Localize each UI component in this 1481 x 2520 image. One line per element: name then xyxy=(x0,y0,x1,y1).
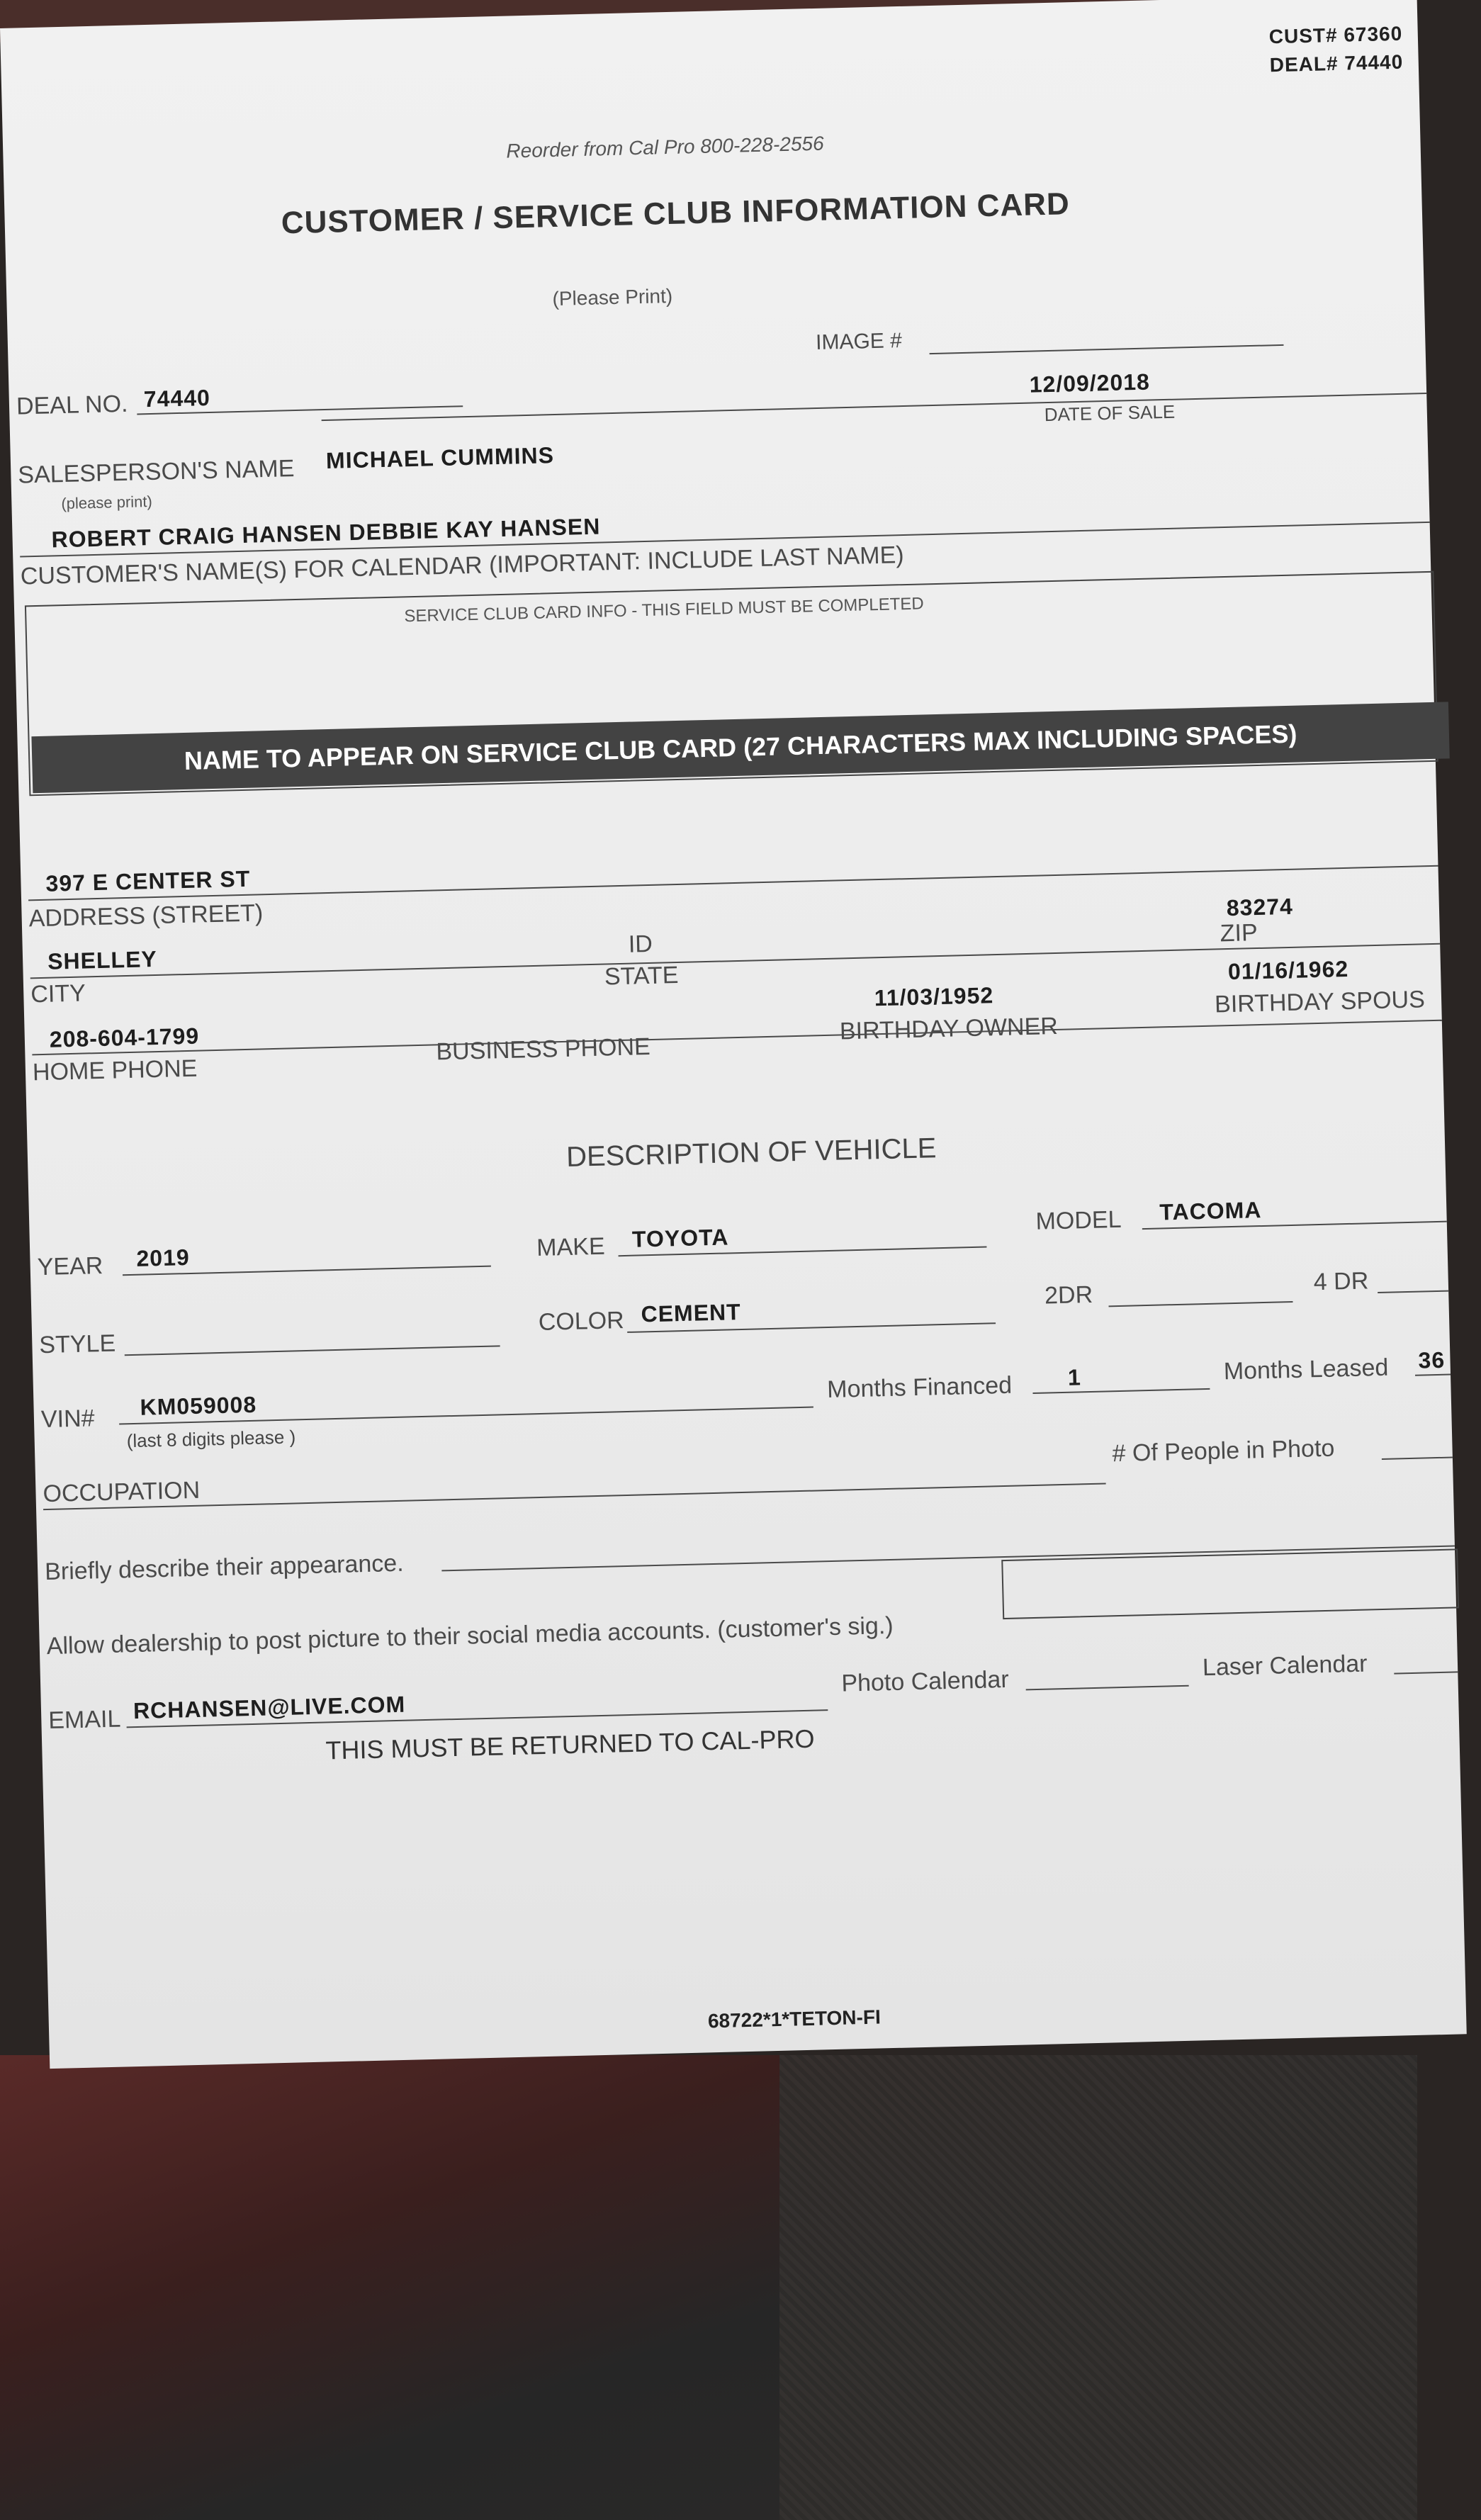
home-phone-label: HOME PHONE xyxy=(32,1054,198,1086)
image-number-line xyxy=(930,344,1284,354)
return-note: THIS MUST BE RETURNED TO CAL-PRO xyxy=(325,1723,815,1765)
people-in-photo-line xyxy=(1382,1457,1453,1460)
email-value: RCHANSEN@LIVE.COM xyxy=(133,1691,406,1724)
birthday-owner-label: BIRTHDAY OWNER xyxy=(839,1012,1059,1045)
style-label: STYLE xyxy=(38,1329,116,1359)
birthday-spouse-value: 01/16/1962 xyxy=(1227,955,1349,985)
make-label: MAKE xyxy=(536,1232,606,1262)
months-leased-value: 36 xyxy=(1418,1346,1446,1373)
style-line xyxy=(125,1345,500,1356)
home-phone-value: 208-604-1799 xyxy=(49,1023,200,1052)
two-door-line xyxy=(1109,1301,1293,1307)
birthday-owner-value: 11/03/1952 xyxy=(874,982,994,1011)
date-of-sale-value: 12/09/2018 xyxy=(1029,369,1151,398)
vin-note: (last 8 digits please ) xyxy=(126,1426,296,1452)
laser-calendar-label: Laser Calendar xyxy=(1202,1650,1368,1682)
carpet-background xyxy=(779,2055,1417,2520)
year-value: 2019 xyxy=(136,1244,191,1271)
address-label: ADDRESS (STREET) xyxy=(28,899,264,933)
salesperson-label: SALESPERSON'S NAME xyxy=(17,455,295,489)
color-label: COLOR xyxy=(538,1307,625,1336)
months-leased-line xyxy=(1415,1374,1451,1376)
email-label: EMAIL xyxy=(47,1705,121,1735)
city-label: CITY xyxy=(30,979,86,1008)
address-value: 397 E CENTER ST xyxy=(45,865,251,896)
customer-signature-box[interactable] xyxy=(1001,1548,1459,1619)
please-print-note: (Please Print) xyxy=(552,284,673,310)
salesperson-date-line xyxy=(322,393,1427,421)
months-financed-label: Months Financed xyxy=(826,1371,1013,1404)
social-media-label: Allow dealership to post picture to their social media accounts. (customer's sig.) xyxy=(46,1611,894,1660)
year-label: YEAR xyxy=(37,1251,103,1281)
state-label: STATE xyxy=(604,962,679,991)
date-of-sale-label: DATE OF SALE xyxy=(1044,400,1176,426)
customer-names-label: CUSTOMER'S NAME(S) FOR CALENDAR (IMPORTANT: INCLUDE LAST NAME) xyxy=(20,541,905,590)
months-financed-value: 1 xyxy=(1067,1364,1082,1390)
phone-birthday-line xyxy=(32,1020,1441,1056)
zip-label: ZIP xyxy=(1220,919,1258,947)
photo-calendar-label: Photo Calendar xyxy=(840,1665,1010,1697)
make-value: TOYOTA xyxy=(631,1224,729,1252)
vin-value: KM059008 xyxy=(140,1391,257,1420)
deal-no-value: 74440 xyxy=(143,384,211,412)
people-in-photo-label: # Of People in Photo xyxy=(1112,1434,1335,1468)
model-value: TACOMA xyxy=(1159,1197,1262,1225)
salesperson-value: MICHAEL CUMMINS xyxy=(325,442,555,473)
image-number-label: IMAGE # xyxy=(815,329,903,355)
service-club-banner: NAME TO APPEAR ON SERVICE CLUB CARD (27 CHARACTERS MAX INCLUDING SPACES) xyxy=(31,702,1449,793)
occupation-label: OCCUPATION xyxy=(43,1476,201,1508)
months-leased-label: Months Leased xyxy=(1223,1354,1389,1385)
deal-no-label: DEAL NO. xyxy=(16,390,128,420)
business-phone-label: BUSINESS PHONE xyxy=(436,1033,651,1066)
model-label: MODEL xyxy=(1035,1205,1122,1235)
vin-label: VIN# xyxy=(40,1405,96,1434)
four-door-line xyxy=(1378,1290,1448,1293)
reorder-note: Reorder from Cal Pro 800-228-2556 xyxy=(506,132,824,162)
customer-names-value: ROBERT CRAIG HANSEN DEBBIE KAY HANSEN xyxy=(51,513,601,553)
photo-calendar-line xyxy=(1026,1685,1189,1691)
laser-calendar-line xyxy=(1394,1671,1458,1674)
deal-number-corner: DEAL# 74440 xyxy=(1269,50,1404,77)
color-value: CEMENT xyxy=(641,1298,742,1327)
form-title: CUSTOMER / SERVICE CLUB INFORMATION CARD xyxy=(281,186,1071,241)
appearance-label: Briefly describe their appearance. xyxy=(44,1549,405,1586)
birthday-spouse-label: BIRTHDAY SPOUS xyxy=(1214,986,1426,1018)
four-door-label: 4 DR xyxy=(1313,1267,1369,1296)
zip-value: 83274 xyxy=(1226,893,1294,921)
please-print-small: (please print) xyxy=(61,492,153,513)
service-club-note: SERVICE CLUB CARD INFO - THIS FIELD MUST BE COMPLETED xyxy=(404,594,925,626)
state-value: ID xyxy=(628,930,653,958)
city-value: SHELLEY xyxy=(47,945,158,974)
months-financed-line xyxy=(1032,1388,1210,1394)
footer-code: 68722*1*TETON-FI xyxy=(707,2006,882,2032)
two-door-label: 2DR xyxy=(1044,1281,1093,1310)
vehicle-heading: DESCRIPTION OF VEHICLE xyxy=(565,1132,937,1173)
cust-number: CUST# 67360 xyxy=(1268,22,1403,48)
occupation-line xyxy=(43,1483,1106,1510)
